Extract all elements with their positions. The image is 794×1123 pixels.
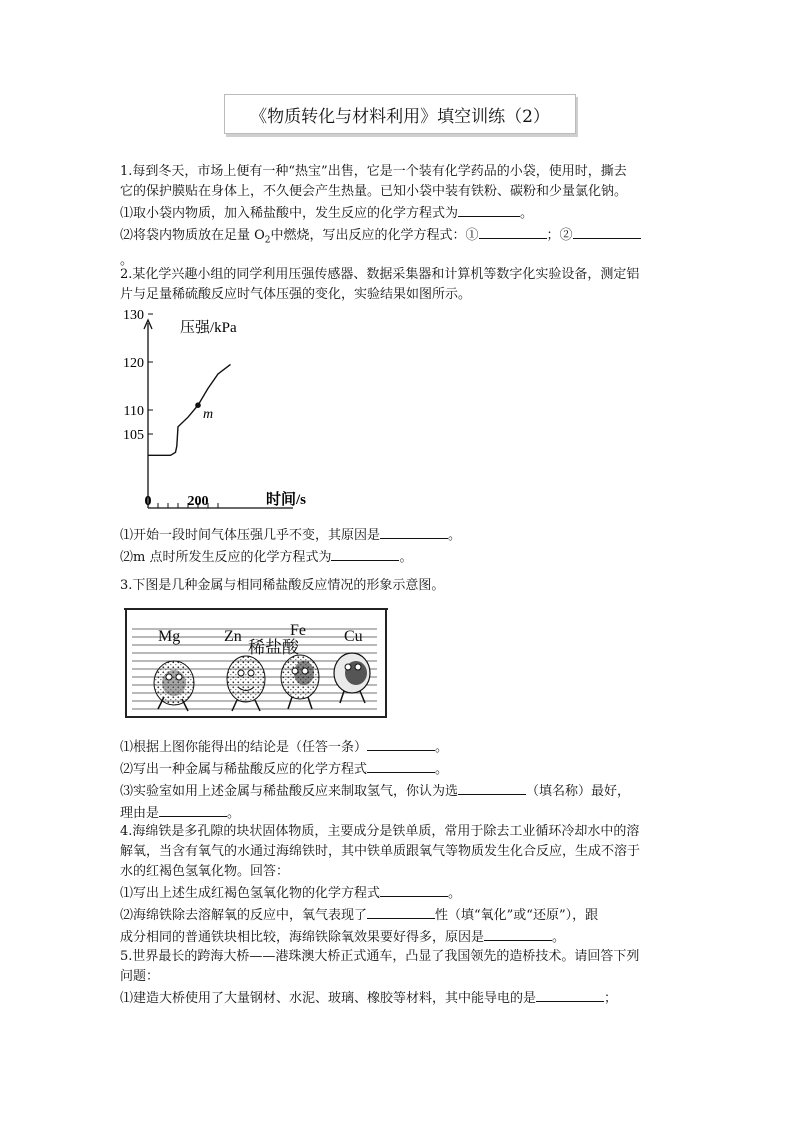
q1-o2-subscript: 2 xyxy=(264,235,271,246)
q4-line-3: 水的红褐色氢氧化物。回答： xyxy=(120,864,290,879)
q5-answer-blank-1[interactable] xyxy=(536,987,604,1002)
beaker-labels xyxy=(158,622,363,657)
q3-reason-text: 理由是 xyxy=(120,806,160,821)
q4-part-1-end: 。 xyxy=(448,886,462,901)
question-2-parts xyxy=(120,524,680,568)
q3-part-1-end: 。 xyxy=(435,740,449,755)
question-5 xyxy=(120,947,680,1009)
q4-line-1: 4.海绵铁是多孔隙的块状固体物质，主要成分是铁单质，常用于除去工业循环冷却水中的溶 xyxy=(120,824,640,839)
q3-part-1 xyxy=(120,736,680,758)
q1-part-2 xyxy=(120,224,680,251)
q1-part-1-text: ⑴取小袋内物质，加入稀盐酸中，发生反应的化学方程式为 xyxy=(120,206,459,221)
y-axis-label: 压强/kPa xyxy=(180,320,237,336)
q1-line-2: 它的保护膜贴在身体上，不久便会产生热量。已知小袋中装有铁粉、碳粉和少量氯化钠。 xyxy=(120,184,628,199)
q3-answer-blank-2[interactable] xyxy=(367,758,435,773)
y-tick-label: 105 xyxy=(123,428,144,443)
question-1 xyxy=(120,162,680,271)
q3-part-3 xyxy=(120,780,680,802)
q1-part-1-end: 。 xyxy=(520,206,534,221)
point-m-label: m xyxy=(203,407,214,423)
q4-part-2-text: ⑵海绵铁除去溶解氧的反应中，氧气表现了 xyxy=(120,908,368,923)
q5-part-1 xyxy=(120,987,680,1009)
question-3-parts xyxy=(120,736,680,824)
q2-part-2-end: 。 xyxy=(399,550,413,565)
y-tick-label: 120 xyxy=(123,356,144,371)
mg-character xyxy=(154,661,194,711)
q2-line-2: 片与足量稀硫酸反应时气体压强的变化，实验结果如图所示。 xyxy=(120,287,472,302)
beaker-label-fe: Fe xyxy=(290,622,306,639)
q1-part-2-text-c: ；② xyxy=(546,228,573,243)
q2-line-1: 2.某化学兴趣小组的同学利用压强传感器、数据采集器和计算机等数字化实验设备，测定铝 xyxy=(120,267,640,282)
q4-part-1-text: ⑴写出上述生成红褐色氢氧化物的化学方程式 xyxy=(120,886,381,901)
q2-part-1-text: ⑴开始一段时间气体压强几乎不变，其原因是 xyxy=(120,528,381,543)
q4-reason-end: 。 xyxy=(552,930,566,945)
q3-part-3-reason xyxy=(120,802,680,824)
q3-answer-blank-1[interactable] xyxy=(367,736,435,751)
q1-answer-blank-2[interactable] xyxy=(479,224,547,239)
q3-reason-end: 。 xyxy=(227,806,241,821)
q1-line-1: 1.每到冬天，市场上便有一种“热宝”出售，它是一个装有化学药品的小袋，使用时，撕去 xyxy=(120,164,627,179)
q1-part-2-text-b: 中燃烧，写出反应的化学方程式：① xyxy=(270,228,479,243)
beaker-label-zn: Zn xyxy=(224,628,242,645)
page-title-text: 《物质转化与材料利用》填空训练（2） xyxy=(250,106,550,127)
q5-line-1: 5.世界最长的跨海大桥——港珠澳大桥正式通车，凸显了我国领先的造桥技术。请回答下列 xyxy=(120,949,640,964)
q4-part-2-text-b: 性（填“氧化”或“还原”），跟 xyxy=(435,908,599,923)
q3-part-3-text: ⑶实验室如用上述金属与稀盐酸反应来制取氢气，你认为选 xyxy=(120,784,459,799)
q3-answer-blank-3[interactable] xyxy=(458,780,526,795)
q1-answer-blank-3[interactable] xyxy=(573,224,641,239)
q3-part-2-text: ⑵写出一种金属与稀盐酸反应的化学方程式 xyxy=(120,762,368,777)
y-tick-label: 110 xyxy=(123,404,144,419)
q4-answer-blank-2[interactable] xyxy=(367,904,435,919)
question-4 xyxy=(120,822,680,948)
q1-part-2-text-a: ⑵将袋内物质放在足量 O xyxy=(120,228,265,243)
q3-part-2-end: 。 xyxy=(435,762,449,777)
beaker-label-acid: 稀盐酸 xyxy=(248,638,299,657)
q2-answer-blank-2[interactable] xyxy=(331,546,399,561)
q5-part-1-text: ⑴建造大桥使用了大量钢材、水泥、玻璃、橡胶等材料，其中能导电的是 xyxy=(120,991,537,1006)
question-2 xyxy=(120,265,680,305)
q2-answer-blank-1[interactable] xyxy=(380,524,448,539)
y-tick-label: 130 xyxy=(123,308,144,323)
x-ticks xyxy=(145,494,219,509)
metals-in-acid-illustration xyxy=(122,601,392,721)
cu-character xyxy=(334,653,370,703)
q4-reason-text: 成分相同的普通铁块相比较，海绵铁除氧效果要好得多，原因是 xyxy=(120,930,485,945)
beaker-label-mg: Mg xyxy=(158,628,181,645)
q3-part-1-text: ⑴根据上图你能得出的结论是（任答一条） xyxy=(120,740,368,755)
x-axis-label: 时间/s xyxy=(265,492,307,508)
q1-part-1 xyxy=(120,202,680,224)
beaker-label-cu: Cu xyxy=(344,628,363,645)
q5-part-1-end: ； xyxy=(604,991,618,1006)
q4-answer-blank-1[interactable] xyxy=(380,882,448,897)
q4-line-2: 解氧，当含有氧气的水通过海绵铁时，其中铁单质跟氧气等物质发生化合反应，生成不溶于 xyxy=(120,844,641,859)
q3-line-1: 3.下图是几种金属与相同稀盐酸反应情况的形象示意图。 xyxy=(120,578,445,593)
q4-part-2-reason xyxy=(120,926,680,948)
x-tick-label: 200 xyxy=(187,494,209,509)
pressure-chart xyxy=(118,308,307,523)
q4-answer-blank-3[interactable] xyxy=(484,926,552,941)
x-tick-label: 0 xyxy=(144,494,152,509)
q2-part-1-end: 。 xyxy=(448,528,462,543)
q4-part-1 xyxy=(120,882,680,904)
q2-part-2-text: ⑵m 点时所发生反应的化学方程式为 xyxy=(120,550,332,565)
q3-answer-blank-4[interactable] xyxy=(159,802,227,817)
q3-part-3-text-b: （填名称）最好， xyxy=(526,784,631,799)
pressure-line xyxy=(148,364,231,455)
zn-character xyxy=(227,656,265,711)
point-m xyxy=(195,402,201,408)
q3-part-2 xyxy=(120,758,680,780)
q1-answer-blank-1[interactable] xyxy=(458,202,520,217)
q2-part-1 xyxy=(120,524,680,546)
q1-line-end: 。 xyxy=(120,252,134,268)
q4-part-2 xyxy=(120,904,680,926)
page-title xyxy=(224,94,576,134)
q5-line-2: 问题： xyxy=(120,969,160,984)
question-3 xyxy=(120,576,680,596)
q2-part-2 xyxy=(120,546,680,568)
